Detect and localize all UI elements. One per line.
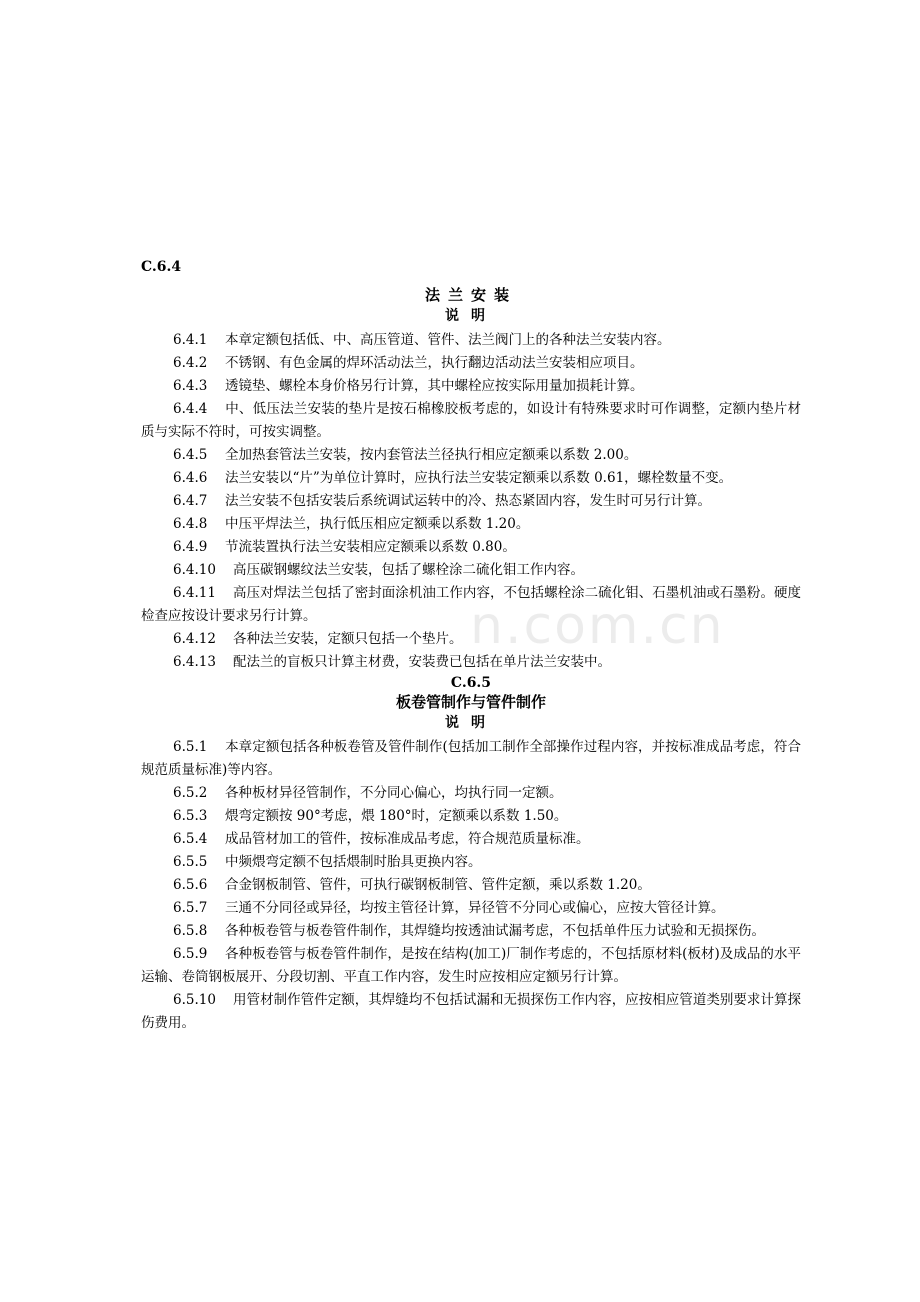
clause — [141, 490, 801, 513]
watermark: n.com.cn — [470, 596, 725, 656]
clause-number: 6.4.1 — [173, 332, 208, 348]
clause-number: 6.4.9 — [173, 539, 208, 555]
document-page — [141, 258, 801, 1035]
clause — [141, 467, 801, 490]
clause — [141, 851, 801, 874]
clause-text: 三通不分同径或异径，均按主管径计算，异径管不分同心或偏心，应按大管径计算。 — [225, 900, 725, 916]
clause-text: 透镜垫、螺栓本身价格另行计算，其中螺栓应按实际用量加损耗计算。 — [225, 378, 644, 394]
clause-text: 不锈钢、有色金属的焊环活动法兰，执行翻边活动法兰安装相应项目。 — [225, 355, 644, 371]
clause-number: 6.5.3 — [173, 808, 208, 824]
clause — [141, 651, 801, 674]
clause-text: 中频煨弯定额不包括煨制时胎具更换内容。 — [225, 854, 482, 870]
clause-text: 高压碳钢螺纹法兰安装，包括了螺栓涂二硫化钼工作内容。 — [233, 562, 584, 578]
clause-text: 各种板卷管与板卷管件制作，是按在结构(加工)厂制作考虑的，不包括原材料(板材)及成品的水平运输、卷筒钢板展开、分段切割、平直工作内容，发生时应按相应定额另行计算。 — [141, 946, 801, 985]
section-c65 — [141, 674, 801, 1035]
clause-text: 各种板卷管与板卷管件制作，其焊缝均按透油试漏考虑，不包括单件压力试验和无损探伤。 — [225, 923, 765, 939]
section-c64 — [141, 258, 801, 674]
clause-number: 6.4.10 — [173, 562, 216, 578]
section-subtitle: 说明 — [445, 715, 497, 731]
clause-text: 中压平焊法兰，执行低压相应定额乘以系数 1.20。 — [225, 516, 530, 532]
clause — [141, 828, 801, 851]
clause — [141, 513, 801, 536]
clause-text: 各种法兰安装，定额只包括一个垫片。 — [233, 631, 463, 647]
clause-number: 6.4.13 — [173, 654, 216, 670]
clause — [141, 897, 801, 920]
section-code: C.6.5 — [450, 675, 492, 691]
clause-text: 合金钢板制管、管件，可执行碳钢板制管、管件定额，乘以系数 1.20。 — [225, 877, 651, 893]
clause — [141, 375, 801, 398]
clause — [141, 920, 801, 943]
clause-number: 6.4.6 — [173, 470, 208, 486]
section-subtitle: 说明 — [445, 308, 497, 324]
clause — [141, 329, 801, 352]
clause-number: 6.5.8 — [173, 923, 208, 939]
clause-number: 6.5.7 — [173, 900, 208, 916]
clause-number: 6.4.3 — [173, 378, 208, 394]
clause-number: 6.5.5 — [173, 854, 208, 870]
clause-number: 6.4.2 — [173, 355, 208, 371]
clause-number: 6.5.6 — [173, 877, 208, 893]
clause-number: 6.5.1 — [173, 739, 208, 755]
clause-text: 用管材制作管件定额，其焊缝均不包括试漏和无损探伤工作内容，应按相应管道类别要求计算探伤费用。 — [141, 992, 801, 1031]
clause-text: 成品管材加工的管件，按标准成品考虑，符合规范质量标准。 — [225, 831, 590, 847]
clause-text: 本章定额包括各种板卷管及管件制作(包括加工制作全部操作过程内容，并按标准成品考虑，符合规范质量标准)等内容。 — [141, 739, 801, 778]
clause — [141, 736, 801, 782]
clause — [141, 536, 801, 559]
clause — [141, 782, 801, 805]
clause-number: 6.5.2 — [173, 785, 208, 801]
clause — [141, 352, 801, 375]
section-code: C.6.4 — [141, 259, 182, 275]
clause — [141, 444, 801, 467]
clause-number: 6.4.11 — [173, 585, 216, 601]
clause-text: 煨弯定额按 90°考虑，煨 180°时，定额乘以系数 1.50。 — [225, 808, 568, 824]
clause — [141, 628, 801, 651]
clause-text: 各种板材异径管制作，不分同心偏心，均执行同一定额。 — [225, 785, 563, 801]
section-title: 板卷管制作与管件制作 — [395, 693, 546, 711]
clause-text: 节流装置执行法兰安装相应定额乘以系数 0.80。 — [225, 539, 516, 555]
clause — [141, 989, 801, 1035]
clause-number: 6.4.8 — [173, 516, 208, 532]
clause — [141, 582, 801, 628]
clause — [141, 398, 801, 444]
clause-number: 6.5.4 — [173, 831, 208, 847]
clause-number: 6.5.10 — [173, 992, 216, 1008]
clause-text: 配法兰的盲板只计算主材费，安装费已包括在单片法兰安装中。 — [233, 654, 611, 670]
clause — [141, 559, 801, 582]
clause-text: 中、低压法兰安装的垫片是按石棉橡胶板考虑的，如设计有特殊要求时可作调整，定额内垫片材质与实际不符时，可按实调整。 — [141, 401, 801, 440]
clause-text: 法兰安装以“片”为单位计算时，应执行法兰安装定额乘以系数 0.61，螺栓数量不变。 — [225, 470, 733, 486]
clause-number: 6.4.12 — [173, 631, 216, 647]
clause — [141, 943, 801, 989]
clause — [141, 874, 801, 897]
clause-text: 法兰安装不包括安装后系统调试运转中的冷、热态紧固内容，发生时可另行计算。 — [225, 493, 711, 509]
clause-number: 6.4.7 — [173, 493, 208, 509]
section-title: 法兰安装 — [424, 286, 517, 304]
clause — [141, 805, 801, 828]
clause-number: 6.4.5 — [173, 447, 208, 463]
clause-text: 本章定额包括低、中、高压管道、管件、法兰阀门上的各种法兰安装内容。 — [225, 332, 671, 348]
clause-text: 高压对焊法兰包括了密封面涂机油工作内容，不包括螺栓涂二硫化钼、石墨机油或石墨粉。硬度检查应按设计要求另行计算。 — [141, 585, 801, 624]
clause-number: 6.5.9 — [173, 946, 208, 962]
clause-number: 6.4.4 — [173, 401, 208, 417]
clause-text: 全加热套管法兰安装，按内套管法兰径执行相应定额乘以系数 2.00。 — [225, 447, 638, 463]
